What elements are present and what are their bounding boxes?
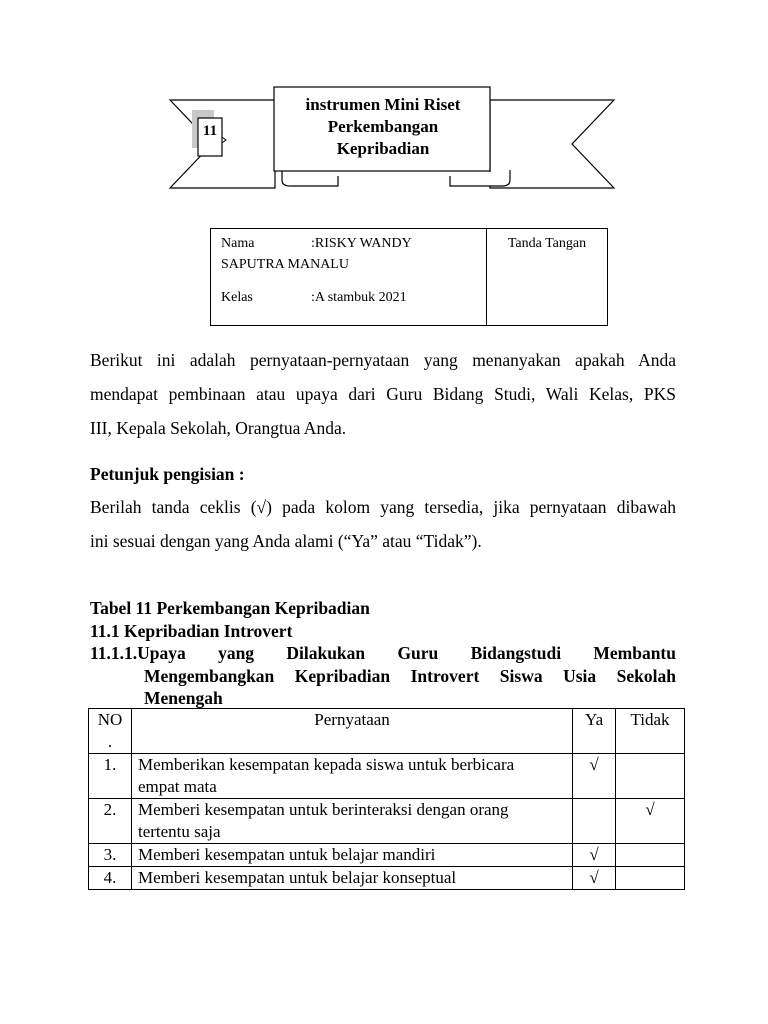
- intro-paragraph: [90, 343, 676, 445]
- row-number: 2.: [89, 799, 132, 844]
- table-row: [89, 799, 685, 844]
- banner-title: [276, 94, 490, 160]
- signature-cell: [487, 229, 607, 325]
- row-statement: [131, 799, 572, 844]
- header-ya: Ya: [573, 709, 616, 754]
- table-title: Tabel 11 Perkembangan Kepribadian: [90, 598, 370, 618]
- instructions-heading: Petunjuk pengisian :: [90, 464, 245, 484]
- banner-title-line: Perkembangan: [327, 117, 439, 136]
- row-number: 1.: [89, 754, 132, 799]
- statement-line: empat mata: [137, 777, 217, 796]
- banner-title-line: instrumen Mini Riset: [305, 95, 461, 114]
- nama-label: Nama: [221, 236, 255, 251]
- statement-line: tertentu saja: [137, 822, 221, 841]
- header-tidak: Tidak: [616, 709, 685, 754]
- row-statement: Memberi kesempatan untuk belajar konseptual: [131, 867, 572, 890]
- table-row: [89, 867, 685, 890]
- nama-value-continued: SAPUTRA MANALU: [221, 257, 349, 272]
- paragraph-line: Berikut ini adalah pernyataan-pernyataan yang menanyakan apakah Anda: [90, 350, 676, 370]
- ya-checkmark: √: [573, 867, 616, 890]
- tidak-checkmark: [616, 844, 685, 867]
- item-heading-line: Mengembangkan Kepribadian Introvert Siswa Usia Sekolah: [144, 666, 676, 686]
- nama-value: :RISKY WANDY: [311, 236, 412, 251]
- tidak-checkmark: [616, 867, 685, 890]
- table-header-row: [89, 709, 685, 754]
- ya-checkmark: [573, 799, 616, 844]
- row-number: 3.: [89, 844, 132, 867]
- header-no-text: NO: [97, 710, 123, 729]
- statement-line: Memberikan kesempatan kepada siswa untuk berbicara: [137, 755, 515, 774]
- signature-label: Tanda Tangan: [507, 236, 587, 251]
- ya-checkmark: √: [573, 754, 616, 799]
- subsection-title: 11.1 Kepribadian Introvert: [90, 621, 293, 641]
- instructions-paragraph: [90, 490, 676, 558]
- header-no: [89, 709, 132, 754]
- table-row: [89, 844, 685, 867]
- kelas-value: :A stambuk 2021: [311, 290, 407, 305]
- row-statement: Memberi kesempatan untuk belajar mandiri: [131, 844, 572, 867]
- tidak-checkmark: [616, 754, 685, 799]
- header-statement: Pernyataan: [131, 709, 572, 754]
- statement-line: Memberi kesempatan untuk berinteraksi dengan orang: [137, 800, 509, 819]
- ya-checkmark: √: [573, 844, 616, 867]
- row-statement: [131, 754, 572, 799]
- identity-box: [210, 228, 608, 326]
- kelas-label: Kelas: [221, 290, 253, 305]
- table-row: [89, 754, 685, 799]
- item-heading-line: 11.1.1.Upaya yang Dilakukan Guru Bidangstudi Membantu: [90, 643, 676, 663]
- paragraph-line: ini sesuai dengan yang Anda alami (“Ya” atau “Tidak”).: [90, 531, 482, 551]
- row-number: 4.: [89, 867, 132, 890]
- header-no-dot: .: [107, 732, 113, 751]
- survey-table: [88, 708, 685, 890]
- chapter-number: 11: [202, 123, 218, 139]
- item-heading-line: Menengah: [144, 688, 223, 708]
- tidak-checkmark: √: [616, 799, 685, 844]
- paragraph-line: mendapat pembinaan atau upaya dari Guru Bidang Studi, Wali Kelas, PKS: [90, 384, 676, 404]
- banner-title-line: Kepribadian: [336, 139, 430, 158]
- identity-info-cell: [211, 229, 487, 325]
- paragraph-line: III, Kepala Sekolah, Orangtua Anda.: [90, 418, 347, 438]
- paragraph-line: Berilah tanda ceklis (√) pada kolom yang tersedia, jika pernyataan dibawah: [90, 497, 676, 517]
